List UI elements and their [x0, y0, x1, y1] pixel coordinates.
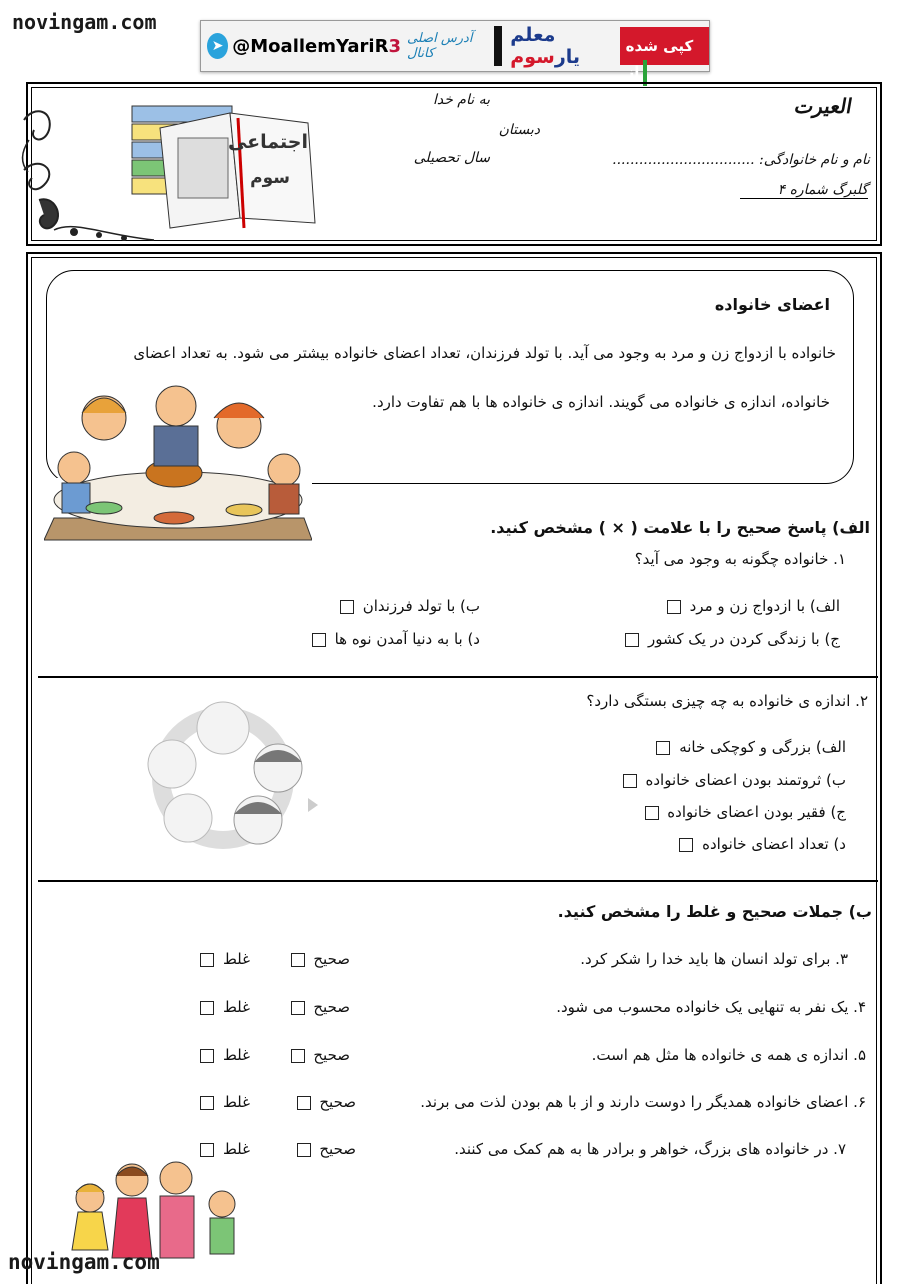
site-watermark-top: novingam.com — [12, 10, 157, 34]
book-title-2: سوم — [250, 168, 290, 188]
checkbox-icon[interactable] — [340, 600, 354, 614]
school-logo: العيرت — [792, 94, 855, 118]
tf-statement-7: ۷. در خانواده های بزرگ، خواهر و برادر ها به هم کمک می کنند. — [454, 1140, 846, 1158]
school-label: دبستان — [498, 122, 540, 138]
true-option-7[interactable]: صحیح — [272, 1140, 356, 1158]
lesson-title: اعضای خانواده — [714, 295, 830, 314]
lesson-paragraph-2: خانواده، اندازه ی خانواده می گویند. اندازه ی خانواده ها با هم تفاوت دارد. — [372, 393, 830, 411]
tf-statement-4: ۴. یک نفر به تنهایی یک خانواده محسوب می شود. — [556, 998, 866, 1016]
section-divider — [38, 880, 878, 882]
true-option-3[interactable]: صحیح — [270, 950, 350, 968]
q2-option-d[interactable]: د) تعداد اعضای خانواده — [560, 835, 846, 853]
q1-option-c[interactable]: ج) با زندگی کردن در یک کشور — [560, 630, 840, 648]
checkbox-icon[interactable] — [645, 806, 659, 820]
site-watermark-bottom: novingam.com — [8, 1250, 160, 1274]
telegram-icon: ➤ — [207, 33, 228, 59]
tf-statement-3: ۳. برای تولد انسان ها باید خدا را شکر کرد. — [580, 950, 848, 968]
checkbox-icon[interactable] — [625, 633, 639, 647]
checkbox-icon[interactable] — [291, 1049, 305, 1063]
year-label: سال تحصیلی — [413, 150, 490, 166]
checkbox-icon[interactable] — [200, 1096, 214, 1110]
checkbox-icon[interactable] — [679, 838, 693, 852]
checkbox-icon[interactable] — [297, 1143, 311, 1157]
section-divider — [38, 676, 878, 678]
checkbox-icon[interactable] — [200, 1049, 214, 1063]
book-title-1: اجتماعی — [227, 131, 308, 153]
tf-statement-5: ۵. اندازه ی همه ی خانواده ها مثل هم است. — [591, 1046, 866, 1064]
q1-option-d[interactable]: د) با به دنیا آمدن نوه ها — [280, 630, 480, 648]
checkbox-icon[interactable] — [667, 600, 681, 614]
false-option-5[interactable]: غلط — [180, 1046, 250, 1064]
checkbox-icon[interactable] — [623, 774, 637, 788]
part-b-heading: ب) جملات صحیح و غلط را مشخص کنید. — [557, 902, 872, 921]
question-1: ۱. خانواده چگونه به وجود می آید؟ — [634, 550, 846, 568]
banner-divider — [494, 26, 502, 66]
channel-banner[interactable] — [200, 20, 710, 81]
checkbox-icon[interactable] — [200, 953, 214, 967]
family-dinner-illustration-icon — [44, 378, 312, 550]
channel-handle: @MoallemYariR3 — [232, 35, 401, 57]
false-option-3[interactable]: غلط — [180, 950, 250, 968]
brand-name: معلم یارسوم — [510, 24, 581, 68]
q1-option-b[interactable]: ب) با تولد فرزندان — [280, 597, 480, 615]
checkbox-icon[interactable] — [200, 1143, 214, 1157]
copied-from-badge: کپی شده از — [620, 27, 709, 65]
student-name-field: نام و نام خانوادگی: ................................ — [612, 152, 870, 168]
bismillah: به نام خدا — [432, 92, 490, 108]
social-studies-book-icon — [130, 98, 320, 233]
q2-option-a[interactable]: الف) بزرگی و کوچکی خانه — [560, 738, 846, 756]
q2-option-c[interactable]: ج) فقیر بودن اعضای خانواده — [560, 803, 846, 821]
q1-option-a[interactable]: الف) با ازدواج زن و مرد — [560, 597, 840, 615]
tf-statement-6: ۶. اعضای خانواده همدیگر را دوست دارند و از با هم بودن لذت می برند. — [420, 1093, 866, 1111]
true-option-5[interactable]: صحیح — [270, 1046, 350, 1064]
checkbox-icon[interactable] — [297, 1096, 311, 1110]
question-2: ۲. اندازه ی خانواده به چه چیزی بستگی دارد؟ — [586, 692, 868, 710]
checkbox-icon[interactable] — [656, 741, 670, 755]
false-option-7[interactable]: غلط — [180, 1140, 250, 1158]
false-option-6[interactable]: غلط — [180, 1093, 250, 1111]
checkbox-icon[interactable] — [291, 953, 305, 967]
sheet-number: گلبرگ شماره ۴ — [740, 182, 868, 199]
true-option-6[interactable]: صحیح — [272, 1093, 356, 1111]
q2-option-b[interactable]: ب) ثروتمند بودن اعضای خانواده — [560, 771, 846, 789]
true-option-4[interactable]: صحیح — [270, 998, 350, 1016]
channel-address-label: آدرس اصلی کانال — [406, 31, 473, 61]
checkbox-icon[interactable] — [312, 633, 326, 647]
checkbox-icon[interactable] — [200, 1001, 214, 1015]
lesson-paragraph-1: خانواده با ازدواج زن و مرد به وجود می آید. با تولد فرزندان، تعداد اعضای خانواده بیشتر می شود. به تعداد اعضای — [133, 344, 836, 362]
checkbox-icon[interactable] — [291, 1001, 305, 1015]
children-circle-illustration-icon — [128, 688, 318, 866]
part-a-heading: الف) پاسخ صحیح را با علامت ( × ) مشخص کنید. — [490, 518, 870, 537]
false-option-4[interactable]: غلط — [180, 998, 250, 1016]
